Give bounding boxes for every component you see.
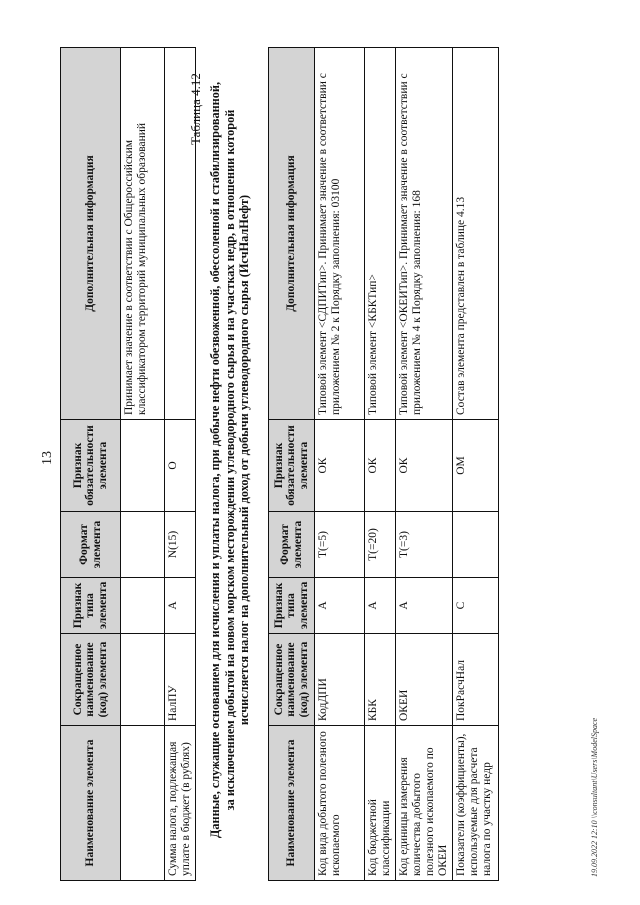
table-2-header-row	[269, 48, 315, 881]
col-info-header: Дополнительная информация	[269, 48, 315, 420]
col-code-header: Сокращенное наименование (код) элемента	[269, 634, 315, 726]
cell-format: T(=5)	[315, 512, 365, 578]
col-type-header: Признак типа элемента	[61, 578, 121, 634]
cell-type: А	[165, 578, 196, 634]
cell-name: Показатели (коэффициенты), используемые для расчета налога по участку недр	[453, 726, 499, 881]
cell-required: ОК	[315, 420, 365, 512]
cell-code: ОКЕИ	[396, 634, 453, 726]
col-type-header: Признак типа элемента	[269, 578, 315, 634]
side-note: 19.09.2022 12:10 \\consultant\Users\ModelSpace	[590, 717, 599, 877]
table-2	[268, 47, 499, 881]
cell-info: Типовой элемент <ОКЕИТип>. Принимает значение в соответствии с приложением № 4 к Порядку заполнения: 168	[396, 48, 453, 420]
cell-type	[121, 578, 165, 634]
cell-required: ОМ	[453, 420, 499, 512]
cell-required: О	[165, 420, 196, 512]
cell-name	[121, 726, 165, 881]
cell-format	[453, 512, 499, 578]
cell-code: КБК	[365, 634, 396, 726]
table-row	[365, 48, 396, 881]
page-number: 13	[40, 451, 55, 465]
col-format-header: Формат элемента	[269, 512, 315, 578]
cell-type: А	[315, 578, 365, 634]
table-row	[315, 48, 365, 881]
table-1-header-row	[61, 48, 121, 881]
table-title: Данные, служащие основанием для исчисления и уплаты налога, при добыче нефти обезвоженной, обессоленной и стабилизированной, за исключением добытой на новом морском месторождении углеводородного сырья и на участках недр, в отношении которой исчисляется налог на дополнительный доход от добычи углеводородного сырья (ИсчНалНефт)	[208, 81, 251, 839]
cell-type: С	[453, 578, 499, 634]
col-name-header: Наименование элемента	[61, 726, 121, 881]
cell-name: Код бюджетной классификации	[365, 726, 396, 881]
cell-info: Принимает значение в соответствии с Общероссийским классификатором территорий муниципальных образований	[121, 48, 165, 420]
col-required-header: Признак обязательности элемента	[269, 420, 315, 512]
cell-type: А	[365, 578, 396, 634]
cell-format: T(=3)	[396, 512, 453, 578]
cell-format	[121, 512, 165, 578]
cell-info: Типовой элемент <КБКТип>	[365, 48, 396, 420]
cell-info: Типовой элемент <СДПИТип>. Принимает значение в соответствии с приложением № 2 к Порядку заполнения: 03100	[315, 48, 365, 420]
cell-required	[121, 420, 165, 512]
table-1	[60, 47, 196, 881]
cell-code: КодДПИ	[315, 634, 365, 726]
table-row	[396, 48, 453, 881]
cell-name: Код единицы измерения количества добытого полезного ископаемого по ОКЕИ	[396, 726, 453, 881]
col-required-header: Признак обязательности элемента	[61, 420, 121, 512]
col-format-header: Формат элемента	[61, 512, 121, 578]
cell-code: ПокРасчНал	[453, 634, 499, 726]
table-row	[165, 48, 196, 881]
cell-info: Состав элемента представлен в таблице 4.13	[453, 48, 499, 420]
table-number: Таблица 4.12	[188, 73, 203, 145]
cell-format: N(15)	[165, 512, 196, 578]
col-name-header: Наименование элемента	[269, 726, 315, 881]
table-row	[453, 48, 499, 881]
col-code-header: Сокращенное наименование (код) элемента	[61, 634, 121, 726]
col-info-header: Дополнительная информация	[61, 48, 121, 420]
table-row	[121, 48, 165, 881]
cell-format: T(=20)	[365, 512, 396, 578]
cell-code: НалПУ	[165, 634, 196, 726]
cell-required: ОК	[396, 420, 453, 512]
cell-code	[121, 634, 165, 726]
cell-type: А	[396, 578, 453, 634]
cell-name: Код вида добытого полезного ископаемого	[315, 726, 365, 881]
cell-name: Сумма налога, подлежащая уплате в бюджет (в рублях)	[165, 726, 196, 881]
cell-required: ОК	[365, 420, 396, 512]
